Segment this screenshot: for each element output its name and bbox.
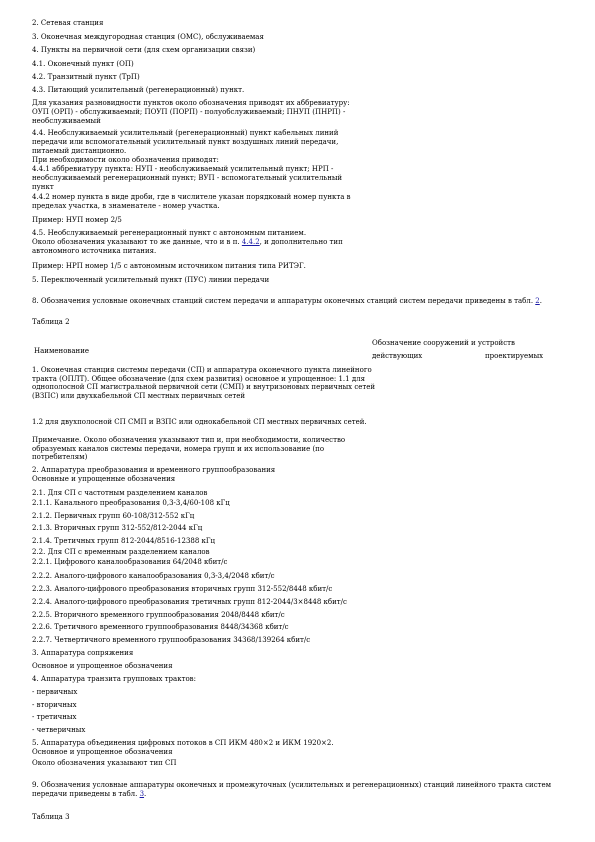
table-row: 2.2.4. Аналого-цифрового преобразования третичных групп 812-2044/3×8448 кбит/с bbox=[32, 598, 347, 606]
list-item: 3. Оконечная междугородная станция (ОМС), обслуживаемая bbox=[32, 33, 264, 41]
list-item: 2. Сетевая станция bbox=[32, 19, 104, 27]
paragraph-line: 4.4.1 аббревиатуру пункта: НУП - необслуживаемый усилительный пункт; НРП - bbox=[32, 165, 334, 173]
period: . bbox=[539, 297, 542, 305]
table-2-link[interactable]: 2 bbox=[535, 297, 540, 305]
table-row: 2.2.1. Цифрового каналообразования 64/2048 кбит/с bbox=[32, 558, 228, 566]
table-row: 2. Аппаратура преобразования и временного группообразования Основные и упрощенные обозначения bbox=[32, 466, 276, 483]
table-row: 2.2.3. Аналого-цифрового преобразования вторичных групп 312-552/8448 кбит/с bbox=[32, 585, 333, 593]
column-header-planned: проектируемых bbox=[485, 352, 544, 360]
paragraph-line: 4.4. Необслуживаемый усилительный (регенерационный) пункт кабельных линий bbox=[32, 129, 339, 137]
clause-link[interactable]: 4.4.2 bbox=[241, 238, 260, 246]
paragraph-line: необслуживаемый bbox=[32, 117, 101, 125]
table-row: 4. Аппаратура транзита групповых трактов: bbox=[32, 675, 196, 683]
list-item: 4.3. Питающий усилительный (регенерационный) пункт. bbox=[32, 86, 245, 94]
ref-prefix: Около обозначения указывают то же данные, что и в п. bbox=[32, 238, 240, 246]
table-row: - вторичных bbox=[32, 701, 77, 709]
paragraph-line: Для указания разновидности пунктов около обозначения приводят их аббревиатуру: bbox=[32, 99, 350, 107]
paragraph-line: 4.4.2 номер пункта в виде дроби, где в числителе указан порядковый номер пункта в bbox=[32, 193, 351, 201]
table-row: 2.1.3. Вторичных групп 312-552/812-2044 кГц bbox=[32, 524, 203, 532]
table-row: Основное и упрощенное обозначения bbox=[32, 662, 173, 670]
list-item: 4.2. Транзитный пункт (ТрП) bbox=[32, 73, 140, 81]
table-row: 2.1.4. Третичных групп 812-2044/8516-12388 кГц bbox=[32, 537, 216, 545]
section-9-paragraph bbox=[32, 781, 572, 798]
column-group-header: Обозначение сооружений и устройств bbox=[372, 339, 515, 347]
table-row: 2.2.6. Третичного временного группообразования 8448/34368 кбит/с bbox=[32, 623, 289, 631]
paragraph-line bbox=[32, 238, 372, 247]
paragraph-line: пределах участка, в знаменателе - номер участка. bbox=[32, 202, 220, 210]
paragraph-line: питаемый дистанционно. bbox=[32, 147, 127, 155]
table-row: 1.2 для двухполосной СП СМП и ВЗПС или однокабельной СП местных первичных сетей. bbox=[32, 418, 367, 426]
table-label: Таблица 2 bbox=[32, 318, 70, 326]
example-line: Пример: НРП номер 1/5 с автономным источником питания типа РИТЭГ. bbox=[32, 262, 306, 270]
column-header-name: Наименование bbox=[34, 347, 89, 355]
table-row: 2.2.2. Аналого-цифрового каналообразования 0,3-3,4/2048 кбит/с bbox=[32, 572, 275, 580]
list-item: 4.1. Оконечный пункт (ОП) bbox=[32, 60, 134, 68]
table-row: 2.2. Для СП с временным разделением каналов bbox=[32, 548, 210, 556]
section-9-text: 9. Обозначения условные аппаратуры оконечных и промежуточных (усилительных и регенерационных) станций линейного тракта систем передачи приведены в табл. bbox=[32, 781, 552, 798]
example-line: Пример: НУП номер 2/5 bbox=[32, 216, 122, 224]
table-row: 5. Аппаратура объединения цифровых потоков в СП ИКМ 480×2 и ИКМ 1920×2. Основное и упрощенное обозначения bbox=[32, 739, 334, 756]
table-label: Таблица 3 bbox=[32, 813, 70, 821]
table-row: - четверичных bbox=[32, 726, 86, 734]
paragraph-line: 4.5. Необслуживаемый регенерационный пункт с автономным питанием. bbox=[32, 229, 307, 237]
list-item: 4. Пункты на первичной сети (для схем организации связи) bbox=[32, 46, 256, 54]
section-8-paragraph bbox=[32, 297, 572, 306]
paragraph-line: необслуживаемый регенерационный пункт; ВУП - вспомогательный усилительный bbox=[32, 174, 343, 182]
table-row: 2.2.5. Вторичного временного группообразования 2048/8448 кбит/с bbox=[32, 611, 285, 619]
paragraph-line: ОУП (ОРП) - обслуживаемый; ПОУП (ПОРП) - полуобслуживаемый; ПНУП (ПНРП) - bbox=[32, 108, 346, 116]
table-row: Около обозначения указывают тип СП bbox=[32, 759, 177, 767]
paragraph-line: При необходимости около обозначения приводят: bbox=[32, 156, 219, 164]
table-row: - третичных bbox=[32, 713, 77, 721]
table-row: 2.1.2. Первичных групп 60-108/312-552 кГц bbox=[32, 512, 195, 520]
list-item: 5. Переключенный усилительный пункт (ПУС) линии передачи bbox=[32, 276, 270, 284]
table-row: 3. Аппаратура сопряжения bbox=[32, 649, 134, 657]
table-row: 1. Оконечная станция системы передачи (СП) и аппаратура оконечного пункта линейного тракта (ОПЛТ). Общее обозначение (для схем развития) основное и упрощенное: 1.1 для однополосной СП магистральной первичной сети (СМП) и внутризоновых первичных сетей (ВЗПС) или двухкабельной СП местных первичных сетей bbox=[32, 366, 376, 400]
table-row: 2.1.1. Канального преобразования 0,3-3,4/60-108 кГц bbox=[32, 499, 230, 507]
column-header-existing: действующих bbox=[372, 352, 423, 360]
paragraph-line: передачи или вспомогательный усилительный пункт воздушных линий передачи, bbox=[32, 138, 339, 146]
table-row: 2.1. Для СП с частотным разделением каналов bbox=[32, 489, 208, 497]
section-8-text: 8. Обозначения условные оконечных станций систем передачи и аппаратуры оконечных станций систем передачи приведены в табл. bbox=[32, 297, 534, 305]
period: . bbox=[144, 789, 147, 798]
ref-suffix: , и дополнительно тип bbox=[259, 238, 343, 246]
paragraph-line: пункт bbox=[32, 183, 54, 191]
table-row: Примечание. Около обозначения указывают тип и, при необходимости, количество образуемых каналов системы передачи, номера групп и их использование (по потребителям) bbox=[32, 436, 346, 462]
table-row: - первичных bbox=[32, 688, 78, 696]
table-3-link[interactable]: 3 bbox=[139, 789, 145, 798]
table-row: 2.2.7. Четвертичного временного группообразования 34368/139264 кбит/с bbox=[32, 636, 311, 644]
paragraph-line: автономного источника питания. bbox=[32, 247, 157, 255]
